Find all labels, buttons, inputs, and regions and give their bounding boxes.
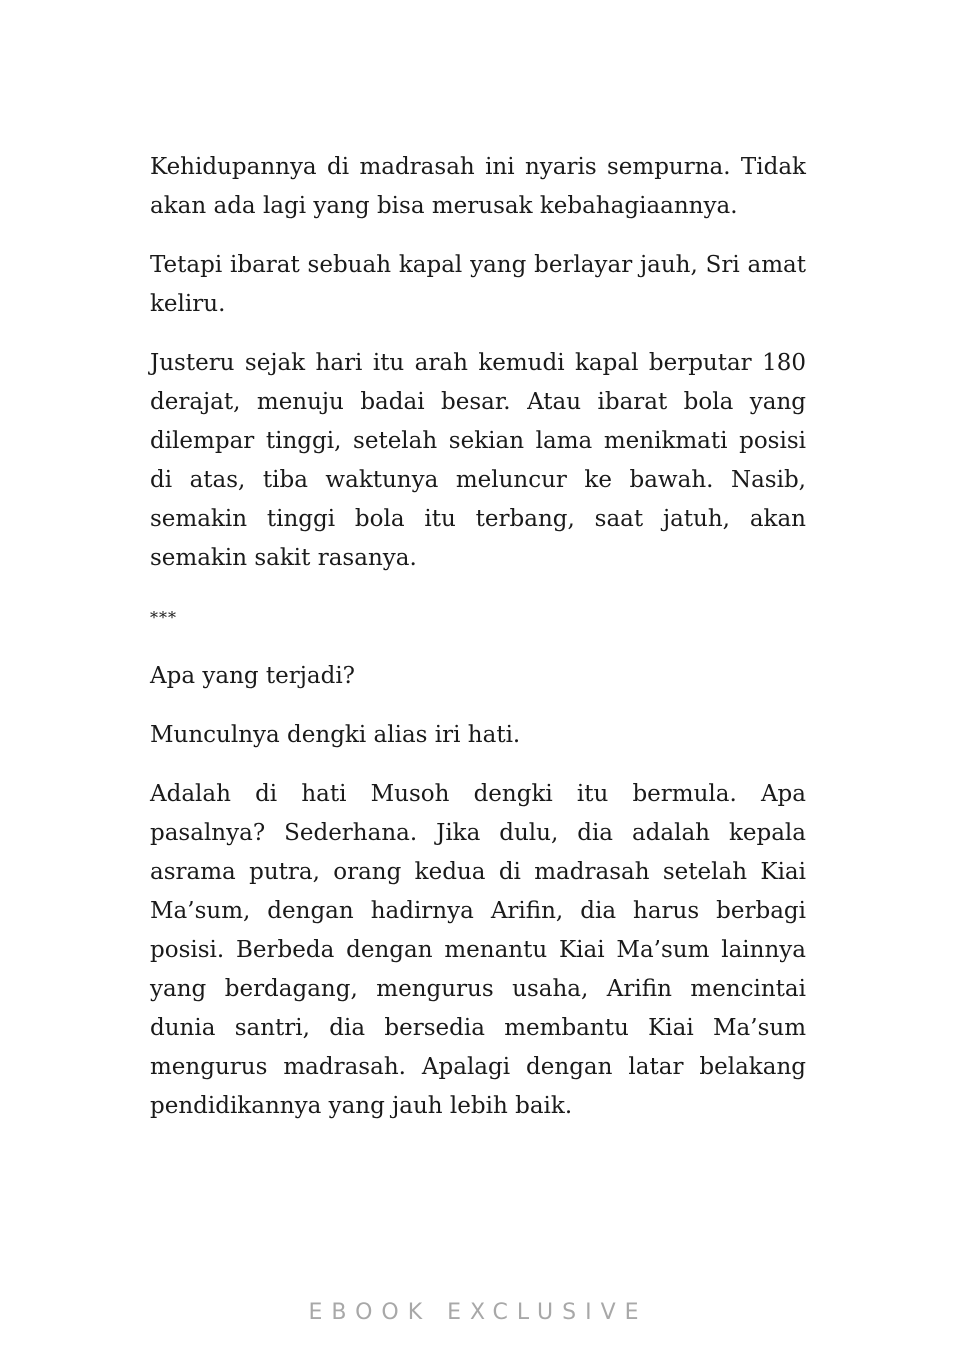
paragraph-6: Adalah di hati Musoh dengki itu bermula. Apa pasalnya? Sederhana. Jika dulu, dia adalah kepala asrama putra, orang kedua di madrasah setelah Kiai Ma’sum, dengan hadirnya Arifin, dia harus berbagi posisi. Berbeda dengan menantu Kiai Ma’sum lainnya yang berdagang, mengurus usaha, Arifin mencintai dunia santri, dia bersedia membantu Kiai Ma’sum mengurus madrasah. Apalagi dengan latar belakang pendidikannya yang jauh lebih baik.	[150, 781, 806, 1119]
paragraph-3: Justeru sejak hari itu arah kemudi kapal berputar 180 derajat, menuju badai besar. Atau ibarat bola yang dilempar tinggi, setelah sekian lama menikmati posisi di atas, tiba waktunya meluncur ke bawah. Nasib, semakin tinggi bola itu terbang, saat jatuh, akan semakin sakit rasanya.	[150, 350, 806, 571]
paragraph-5: Munculnya dengki alias iri hati.	[150, 722, 521, 748]
page-body	[150, 148, 806, 1146]
footer-watermark: EBOOK EXCLUSIVE	[308, 1300, 648, 1325]
paragraph-4: Apa yang terjadi?	[150, 663, 356, 689]
section-separator: ***	[150, 608, 177, 627]
paragraph-1: Kehidupannya di madrasah ini nyaris sempurna. Tidak akan ada lagi yang bisa merusak kebahagiaannya.	[150, 154, 806, 219]
paragraph-2: Tetapi ibarat sebuah kapal yang berlayar jauh, Sri amat keliru.	[150, 252, 806, 317]
